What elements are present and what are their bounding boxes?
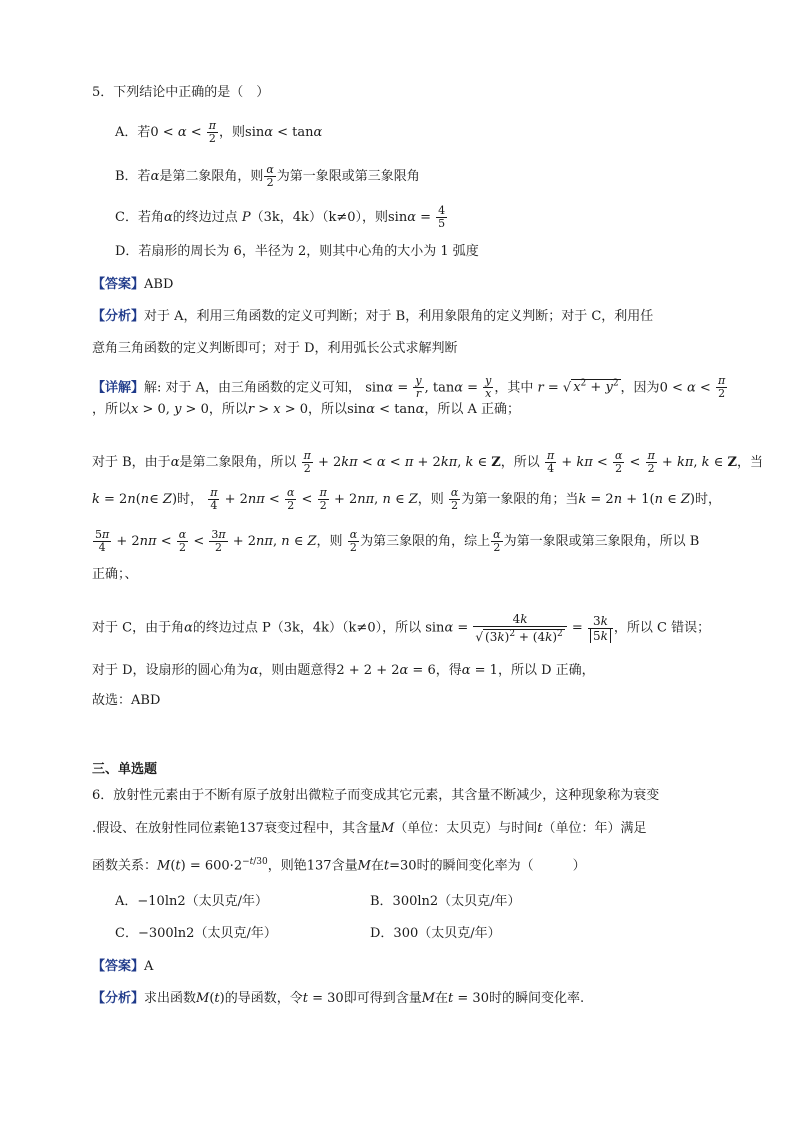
q5-detail-line9: 故选：ABD [92,693,161,708]
q6-stem-line2: .假设、在放射性同位素铯137衰变过程中，其含量M（单位：太贝克）与时间t（单位：年）满足 [92,821,647,836]
q5-detail-line7: 对于 C，由于角α的终边过点 P（3k，4k）（k≠0），所以 sinα = $\frac{4k}{√ (3k)^2 + (4k)^2}$ = $\frac{3k}{5k}$ ，所以 C 错误； [92,612,711,644]
q6-answer: 【答案】A [92,959,154,974]
q6-option-a: A．−10ln2（太贝克/年） [115,894,269,909]
q5-option-d: D．若扇形的周长为 6，半径为 2，则其中心角的大小为 1 弧度 [115,244,479,259]
q5-option-a: A．若0 < α < $\frac{\pi}{2}$ ，则sinα < tanα [115,119,323,145]
q5-stem: 5．下列结论中正确的是（ ） [92,85,270,100]
q5-detail-line2: ，所以x > 0, y > 0，所以r > x > 0，所以sinα < tanα，所以 A 正确； [92,402,520,417]
q5-detail-line1: 【详解】解: 对于 A，由三角函数的定义可知， sinα = $\frac{y}{r}$ , tanα = $\frac{y}{x}$ ，其中 r = √ $x^2 + y^2$ ，因为0 < α < $\frac{\pi}{2}$ [92,374,726,401]
q5-detail-line4: k = 2n(n∈ Z)时， $\frac{\pi}{4}$ + 2nπ < $\frac{\alpha}{2}$ < $\frac{\pi}{2}$ + 2nπ, n ∈ Z，则 $\frac{\alpha}{2}$ 为第一象限的角；当k = 2n + 1(n ∈ Z)时， [92,486,721,512]
q6-stem-line3: 函数关系：$M(t) = 600\cdot 2^{-t/30}$，则铯137含量M在t=30时的瞬间变化率为（ ） [92,857,586,874]
q5-detail-line6: 正确；、 [92,567,138,582]
q6-option-c: C．−300ln2（太贝克/年） [115,926,277,941]
q5-answer: 【答案】ABD [92,277,174,292]
q6-stem-line1: 6．放射性元素由于不断有原子放射出微粒子而变成其它元素，其含量不断减少，这种现象称为衰变 [92,788,660,803]
section-title: 三、单选题 [92,762,158,777]
q6-option-b: B．300ln2（太贝克/年） [370,894,521,909]
q6-analysis: 【分析】求出函数M(t)的导函数，令t = 30即可得到含量M在t = 30时的瞬间变化率. [92,991,585,1006]
q6-option-d: D．300（太贝克/年） [370,926,501,941]
q5-option-b: B．若α是第二象限角，则 $\frac{\alpha}{2}$ 为第一象限或第三象限角 [115,163,420,189]
q5-analysis-line2: 意角三角函数的定义判断即可；对于 D，利用弧长公式求解判断 [92,341,458,356]
q5-detail-line8: 对于 D，设扇形的圆心角为α，则由题意得2 + 2 + 2α = 6，得α = 1，所以 D 正确， [92,663,595,678]
q5-analysis-line1: 【分析】对于 A，利用三角函数的定义可判断；对于 B，利用象限角的定义判断；对于 C，利用任 [92,309,654,324]
q5-detail-line5: $\frac{5\pi}{4}$ + 2nπ < $\frac{\alpha}{2}$ < $\frac{3\pi}{2}$ + 2nπ, n ∈ Z，则 $\frac{\alpha}{2}$ 为第三象限的角，综上 $\frac{\alpha}{2}$ 为第一象限或第三象限角，所以 B [95,528,700,554]
q5-detail-line3: 对于 B，由于α是第二象限角，所以 $\frac{\pi}{2}$ + 2kπ < α < π + 2kπ, k ∈ Z，所以 $\frac{\pi}{4}$ + kπ < $\frac{\alpha}{2}$ < $\frac{\pi}{2}$ + kπ, k ∈ Z，当 [92,449,763,475]
q5-option-c: C．若角α的终边过点 P（3k，4k）（k≠0），则sinα = $\frac{4}{5}$ [115,204,446,230]
